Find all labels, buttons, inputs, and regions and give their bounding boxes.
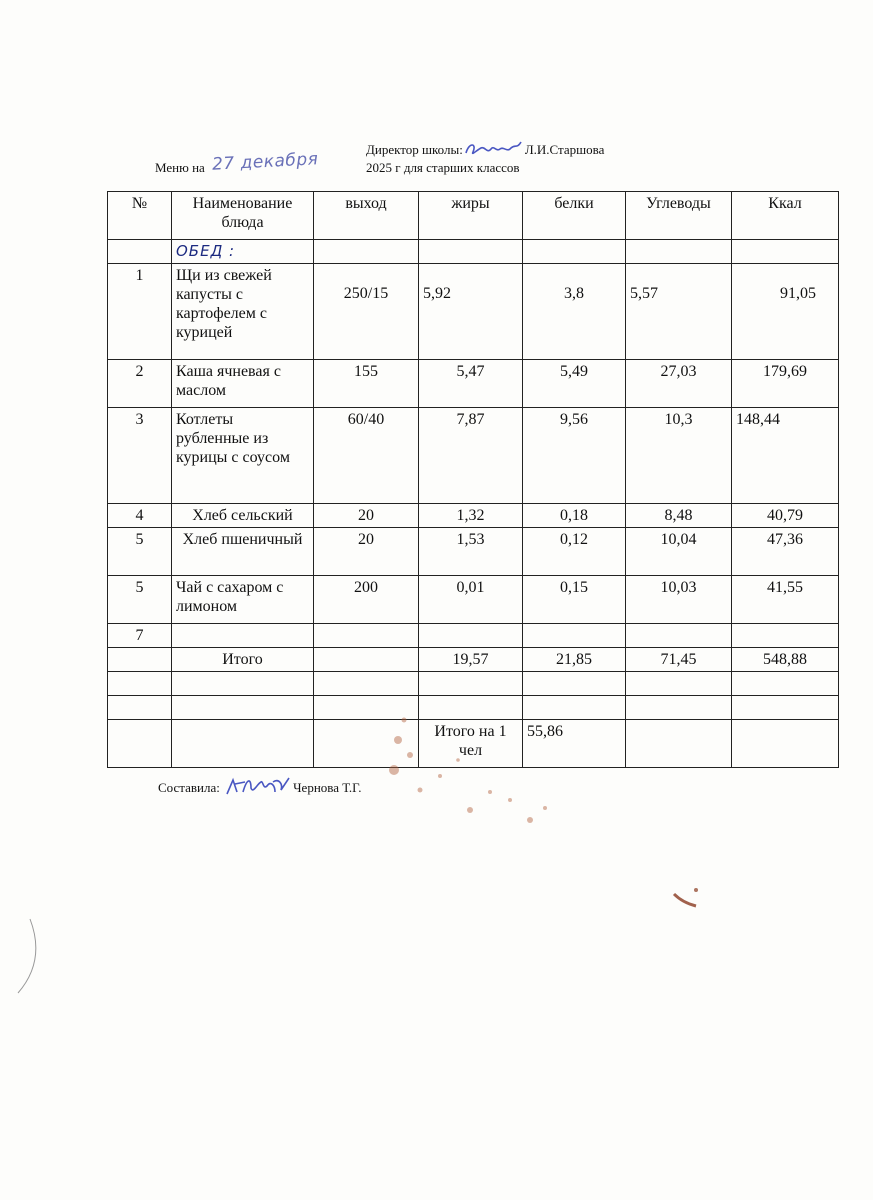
cell-kcal: 179,69: [732, 360, 839, 408]
cell-fats: 1,32: [419, 504, 523, 528]
cell-num: 3: [108, 408, 172, 504]
cell-fats: 7,87: [419, 408, 523, 504]
cell-proteins: 5,49: [523, 360, 626, 408]
total-label: Итого: [172, 648, 314, 672]
compiled-by-line: [158, 776, 361, 798]
cell-carbs: 27,03: [626, 360, 732, 408]
cell-proteins: 0,15: [523, 576, 626, 624]
cell-num: 1: [108, 264, 172, 360]
table-row: [108, 504, 839, 528]
director-signature: [463, 140, 525, 158]
cell-num: 5: [108, 576, 172, 624]
table-row: [108, 576, 839, 624]
menu-label: Меню на: [155, 160, 205, 175]
col-header-kcal: Ккал: [732, 192, 839, 240]
cell-proteins: 3,8: [523, 264, 626, 360]
cell-kcal: 91,05: [732, 264, 839, 360]
col-header-name: Наименование блюда: [172, 192, 314, 240]
compiler-signature: [223, 776, 293, 798]
cell-kcal: 41,55: [732, 576, 839, 624]
cell-output: 250/15: [314, 264, 419, 360]
cell-fats: 5,47: [419, 360, 523, 408]
cell-output: 20: [314, 528, 419, 576]
paper-edge-mark: [10, 915, 40, 995]
year-line: 2025 г для старших классов: [366, 160, 520, 175]
empty-row: [108, 672, 839, 696]
table-header-row: [108, 192, 839, 240]
col-header-num: №: [108, 192, 172, 240]
cell-name: Чай с сахаром с лимоном: [172, 576, 314, 624]
col-header-proteins: белки: [523, 192, 626, 240]
cell-fats: 5,92: [419, 264, 523, 360]
cell-fats: 0,01: [419, 576, 523, 624]
table-row: [108, 408, 839, 504]
cell-num: 7: [108, 624, 172, 648]
table-row: [108, 360, 839, 408]
cell-name: Щи из свежей капусты с картофелем с курицей: [172, 264, 314, 360]
stain-mark: [660, 880, 710, 920]
cell-proteins: 9,56: [523, 408, 626, 504]
cell-kcal: 47,36: [732, 528, 839, 576]
cell-proteins: 0,12: [523, 528, 626, 576]
director-name: Л.И.Старшова: [524, 142, 605, 157]
cell-carbs: 5,57: [626, 264, 732, 360]
col-header-fats: жиры: [419, 192, 523, 240]
cell-carbs: 10,3: [626, 408, 732, 504]
cell-name: Хлеб пшеничный: [172, 528, 314, 576]
table-row: [108, 264, 839, 360]
col-header-carbs: Углеводы: [626, 192, 732, 240]
section-row: [108, 240, 839, 264]
cell-proteins: 0,18: [523, 504, 626, 528]
section-label-obed: ОБЕД :: [172, 240, 314, 264]
cell-name: Котлеты рубленные из курицы с соусом: [172, 408, 314, 504]
stain-decoration: [380, 700, 580, 840]
total-carbs: 71,45: [626, 648, 732, 672]
director-line: [366, 140, 604, 158]
per-person-value: 55,86: [523, 720, 626, 768]
cell-output: 155: [314, 360, 419, 408]
cell-output: 20: [314, 504, 419, 528]
table-row: [108, 624, 839, 648]
compiled-label: Составила:: [158, 780, 220, 795]
cell-num: 2: [108, 360, 172, 408]
cell-carbs: 10,03: [626, 576, 732, 624]
total-proteins: 21,85: [523, 648, 626, 672]
cell-num: 4: [108, 504, 172, 528]
cell-fats: 1,53: [419, 528, 523, 576]
cell-num: 5: [108, 528, 172, 576]
cell-kcal: 40,79: [732, 504, 839, 528]
compiled-name: Чернова Т.Г.: [293, 780, 362, 795]
cell-name: Каша ячневая с маслом: [172, 360, 314, 408]
total-row: [108, 648, 839, 672]
table-row: [108, 528, 839, 576]
per-person-label: Итого на 1 чел: [419, 720, 523, 768]
cell-name: Хлеб сельский: [172, 504, 314, 528]
menu-table: [107, 191, 839, 768]
cell-carbs: 10,04: [626, 528, 732, 576]
director-prefix: Директор школы:: [366, 142, 463, 157]
cell-output: 60/40: [314, 408, 419, 504]
total-fats: 19,57: [419, 648, 523, 672]
menu-date-handwritten: 27 декабря: [211, 149, 319, 175]
cell-kcal: 148,44: [732, 408, 839, 504]
cell-carbs: 8,48: [626, 504, 732, 528]
cell-output: 200: [314, 576, 419, 624]
col-header-output: выход: [314, 192, 419, 240]
total-kcal: 548,88: [732, 648, 839, 672]
